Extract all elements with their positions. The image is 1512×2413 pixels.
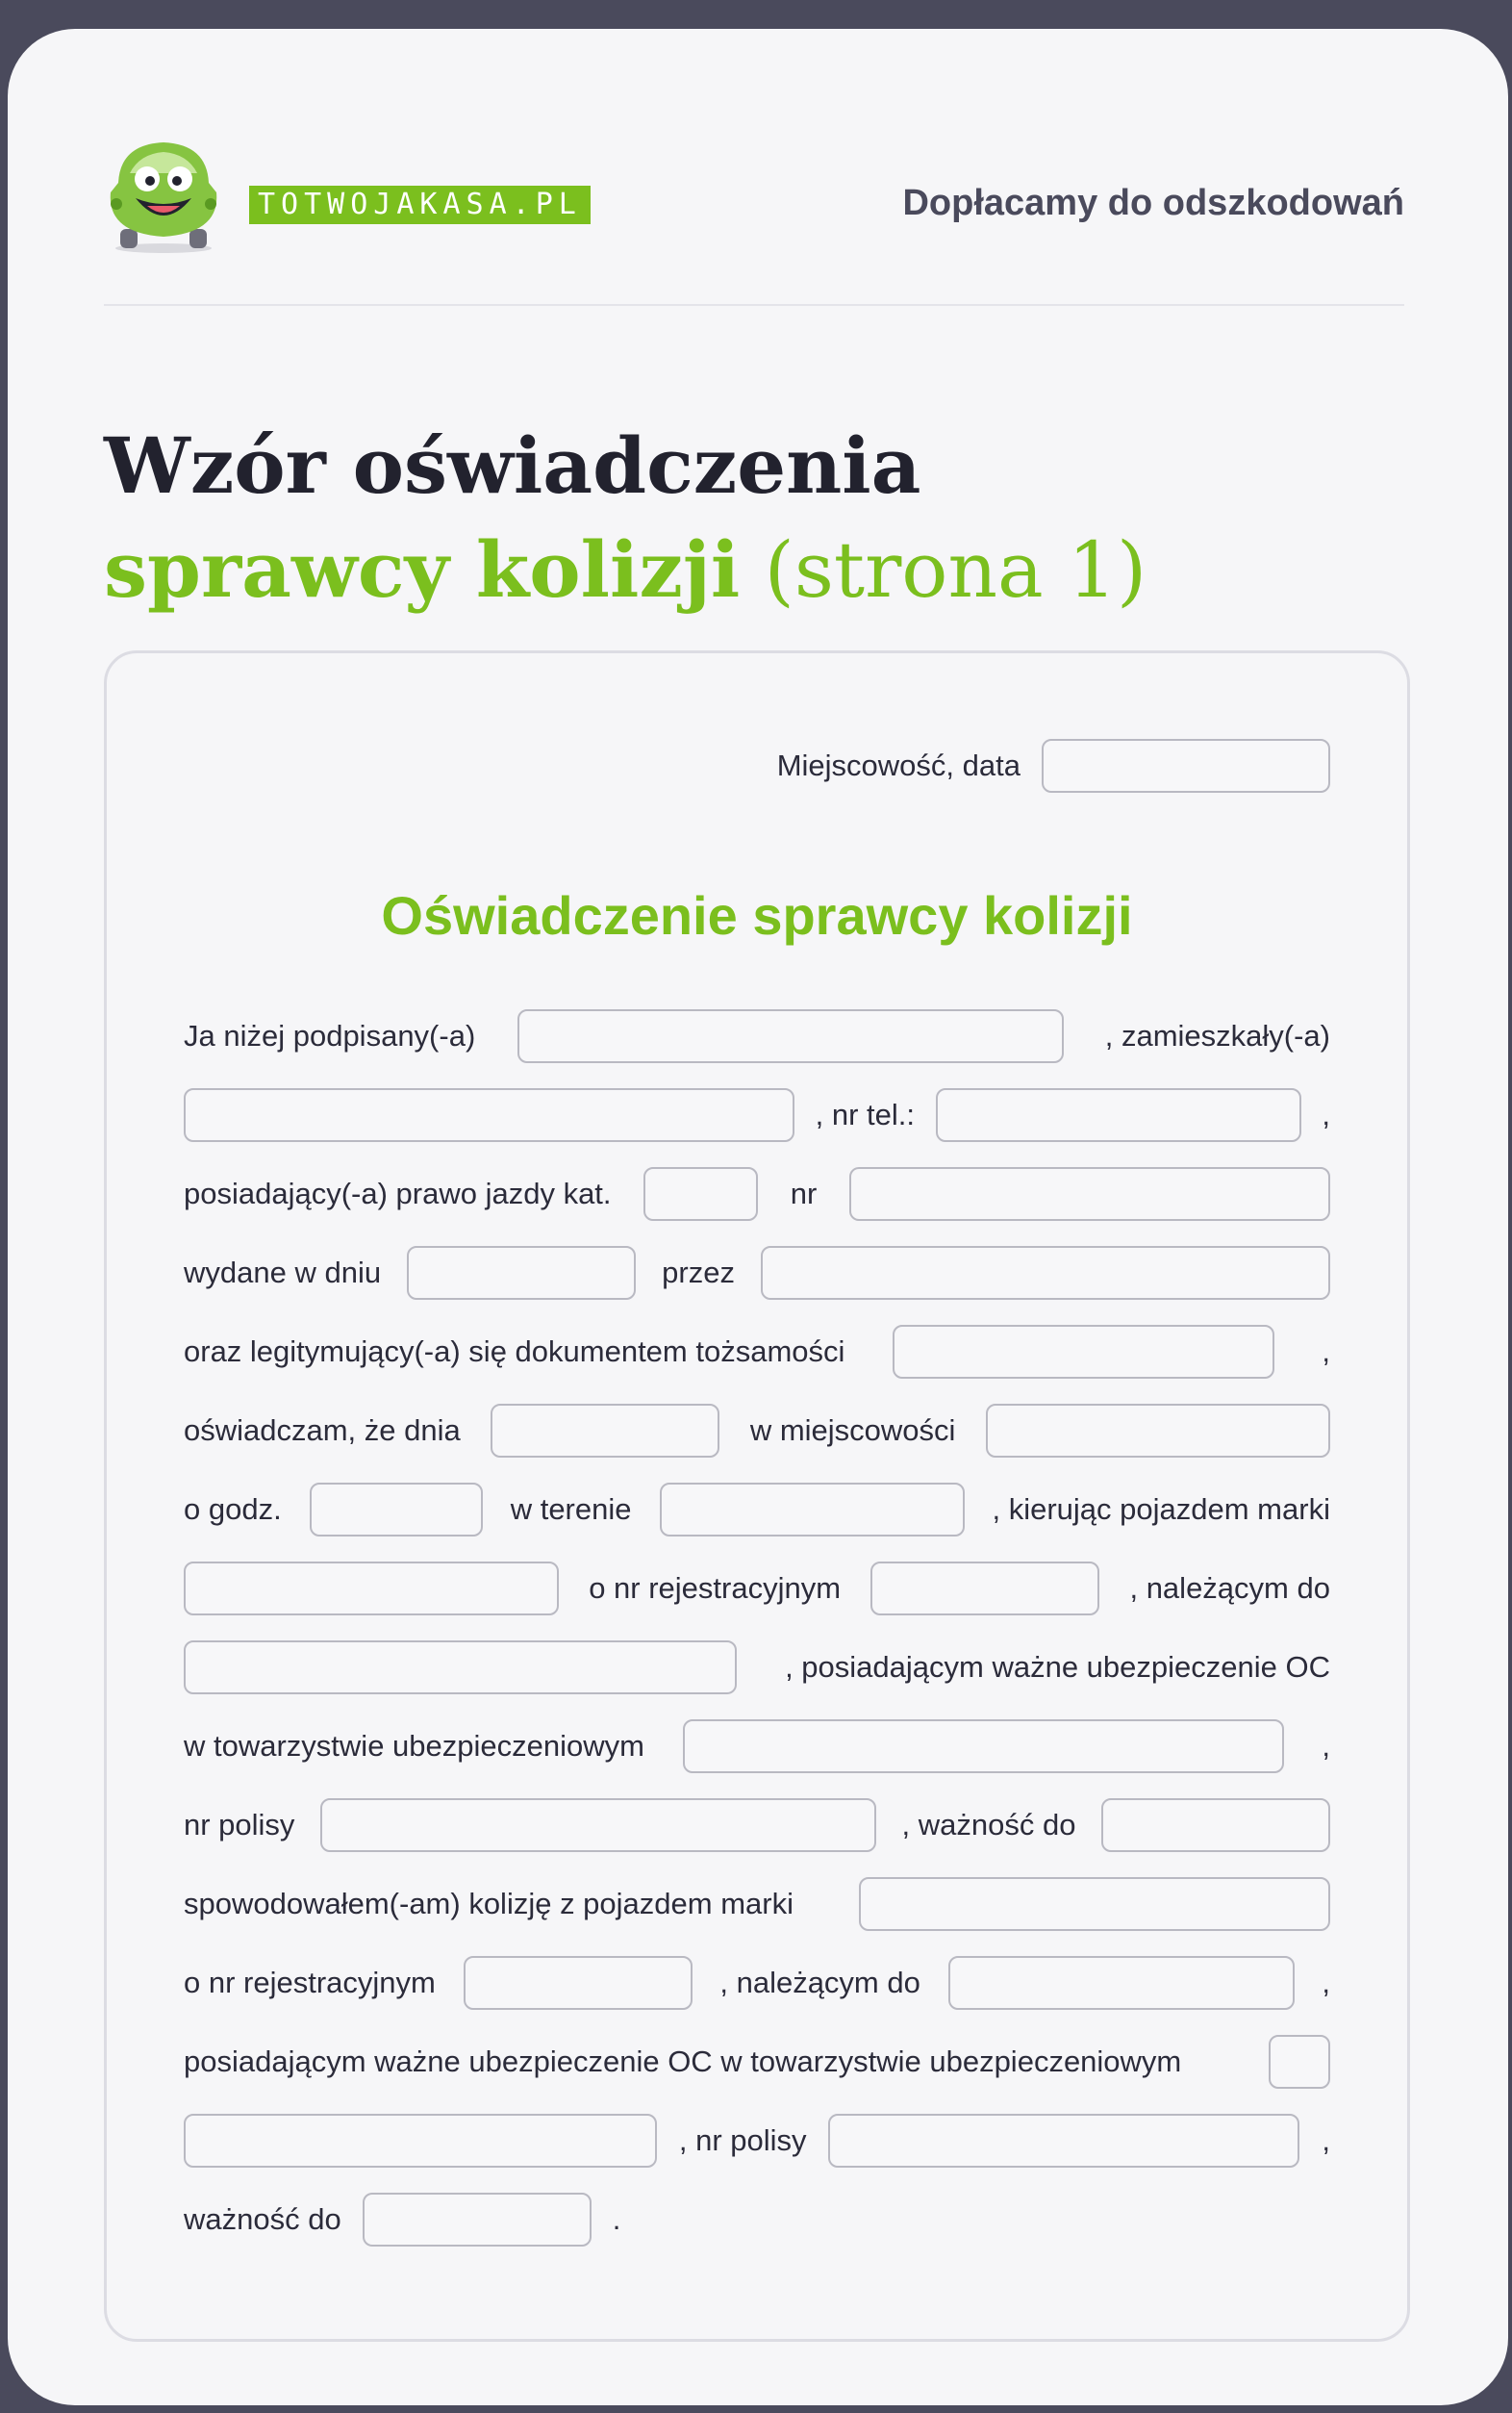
- brand-logo-text: TOTWOJAKASA.PL: [249, 186, 591, 224]
- label-other-valid-until: ważność do: [184, 2202, 341, 2236]
- label-other-insurance: posiadającym ważne ubezpieczenie OC w towarzystwie ubezpieczeniowym: [184, 2045, 1182, 2078]
- registration-field[interactable]: [870, 1562, 1099, 1615]
- other-policy-number-field[interactable]: [828, 2114, 1299, 2168]
- label-residing: , zamieszkały(-a): [1104, 1019, 1330, 1053]
- label-other-policy: , nr polisy: [678, 2123, 807, 2157]
- policy-number-field[interactable]: [320, 1798, 876, 1852]
- label-area: w terenie: [510, 1492, 632, 1526]
- form-line-8: [184, 1560, 1330, 1617]
- vehicle-owner-field[interactable]: [184, 1640, 737, 1694]
- title-line-1: Wzór oświadczenia: [104, 420, 921, 511]
- issue-date-field[interactable]: [407, 1246, 636, 1300]
- form-line-13: [184, 1954, 1330, 2012]
- other-insurer-start-field[interactable]: [1269, 2035, 1330, 2089]
- label-other-registration: o nr rejestracyjnym: [184, 1966, 436, 1999]
- label-insurer: w towarzystwie ubezpieczeniowym: [184, 1729, 644, 1763]
- label-id-document: oraz legitymujący(-a) się dokumentem tożsamości: [184, 1334, 845, 1368]
- form-line-6: [184, 1402, 1330, 1460]
- form-line-3: [184, 1165, 1330, 1223]
- label-in-place: w miejscowości: [749, 1413, 956, 1447]
- other-registration-field[interactable]: [464, 1956, 693, 2010]
- comma: ,: [1322, 1334, 1330, 1368]
- form-line-1: [184, 1007, 1330, 1065]
- label-issued-by: przez: [662, 1256, 735, 1289]
- label-collision-with: spowodowałem(-am) kolizję z pojazdem marki: [184, 1887, 794, 1920]
- issuer-field[interactable]: [761, 1246, 1330, 1300]
- label-phone: , nr tel.:: [815, 1098, 916, 1131]
- license-number-field[interactable]: [849, 1167, 1330, 1221]
- label-vehicle-make: , kierując pojazdem marki: [992, 1492, 1330, 1526]
- label-undersigned: Ja niżej podpisany(-a): [184, 1019, 476, 1053]
- form-line-11: [184, 1796, 1330, 1854]
- license-category-field[interactable]: [643, 1167, 758, 1221]
- other-insurer-field[interactable]: [184, 2114, 657, 2168]
- other-valid-until-field[interactable]: [363, 2193, 592, 2247]
- policy-valid-until-field[interactable]: [1101, 1798, 1330, 1852]
- comma: ,: [1322, 1098, 1330, 1131]
- id-document-field[interactable]: [893, 1325, 1274, 1379]
- title-line-2-suffix: (strona 1): [740, 525, 1147, 615]
- place-date-label: Miejscowość, data: [776, 749, 1021, 782]
- vehicle-make-field[interactable]: [184, 1562, 559, 1615]
- name-field[interactable]: [517, 1009, 1064, 1063]
- incident-place-field[interactable]: [986, 1404, 1330, 1458]
- insurer-field[interactable]: [683, 1719, 1284, 1773]
- form-line-4: [184, 1244, 1330, 1302]
- form-line-9: [184, 1638, 1330, 1696]
- label-oc-insurance: , posiadającym ważne ubezpieczenie OC: [785, 1650, 1330, 1684]
- period: .: [612, 2202, 621, 2236]
- form-line-10: [184, 1717, 1330, 1775]
- label-time: o godz.: [184, 1492, 282, 1526]
- phone-field[interactable]: [936, 1088, 1301, 1142]
- form-line-12: [184, 1875, 1330, 1933]
- form-line-5: [184, 1323, 1330, 1381]
- place-date-field[interactable]: [1042, 739, 1330, 793]
- area-field[interactable]: [660, 1483, 965, 1537]
- form-heading: Oświadczenie sprawcy kolizji: [381, 885, 1133, 946]
- form-line-7: [184, 1481, 1330, 1538]
- address-field[interactable]: [184, 1088, 794, 1142]
- label-policy-number: nr polisy: [184, 1808, 295, 1842]
- comma: ,: [1322, 1729, 1330, 1763]
- form-line-14: [184, 2033, 1330, 2091]
- incident-date-field[interactable]: [491, 1404, 719, 1458]
- page-title: [104, 414, 1147, 622]
- label-license-number: nr: [790, 1177, 818, 1210]
- form-line-2: [184, 1086, 1330, 1144]
- label-other-owned-by: , należącym do: [719, 1966, 920, 1999]
- header-divider: [104, 304, 1404, 306]
- form-line-15: [184, 2112, 1330, 2170]
- car-mascot-icon: [101, 125, 226, 260]
- incident-time-field[interactable]: [310, 1483, 483, 1537]
- form-line-16: [184, 2191, 1330, 2248]
- label-license-category: posiadający(-a) prawo jazdy kat.: [184, 1177, 612, 1210]
- place-date-row: [184, 737, 1330, 795]
- label-valid-until: , ważność do: [901, 1808, 1076, 1842]
- other-vehicle-make-field[interactable]: [859, 1877, 1330, 1931]
- other-owner-field[interactable]: [948, 1956, 1295, 2010]
- label-declare-date: oświadczam, że dnia: [184, 1413, 461, 1447]
- comma: ,: [1322, 1966, 1330, 1999]
- document-page: [8, 29, 1508, 2405]
- tagline: Dopłacamy do odszkodowań: [902, 183, 1404, 223]
- title-line-2-green: sprawcy kolizji: [104, 524, 741, 615]
- label-owned-by: , należącym do: [1129, 1571, 1330, 1605]
- form-card: [104, 650, 1410, 2342]
- label-registration: o nr rejestracyjnym: [589, 1571, 842, 1605]
- comma: ,: [1322, 2123, 1330, 2157]
- label-issued-on: wydane w dniu: [184, 1256, 382, 1289]
